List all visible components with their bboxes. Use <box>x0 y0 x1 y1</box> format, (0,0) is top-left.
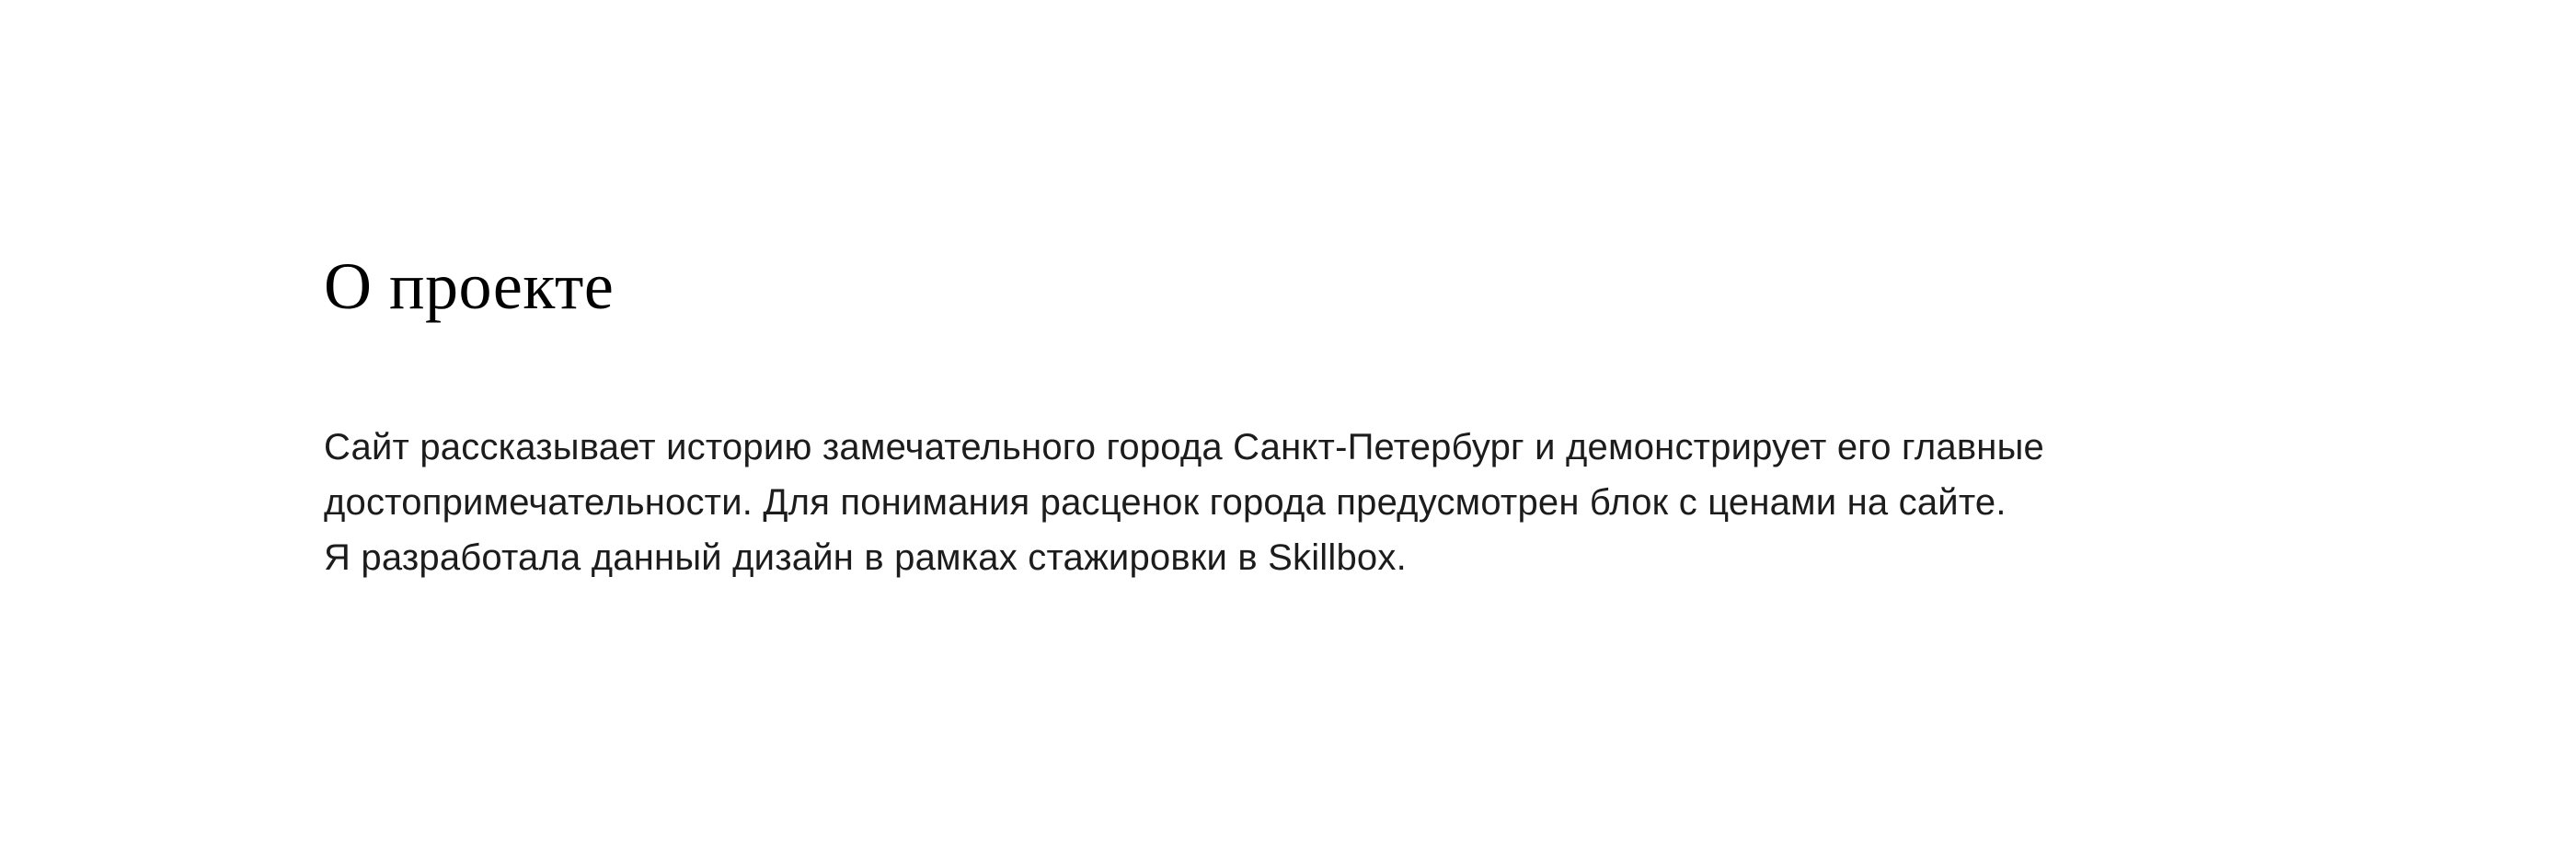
body-line-3: Я разработала данный дизайн в рамках стажировки в Skillbox. <box>324 537 1407 578</box>
body-line-2: достопримечательности. Для понимания расценок города предусмотрен блок с ценами на сайте. <box>324 482 2007 523</box>
body-line-1: Сайт рассказывает историю замечательного города Санкт-Петербург и демонстрирует его главные <box>324 427 2044 467</box>
section-title: О проекте <box>324 249 615 323</box>
section-body <box>324 420 2044 585</box>
